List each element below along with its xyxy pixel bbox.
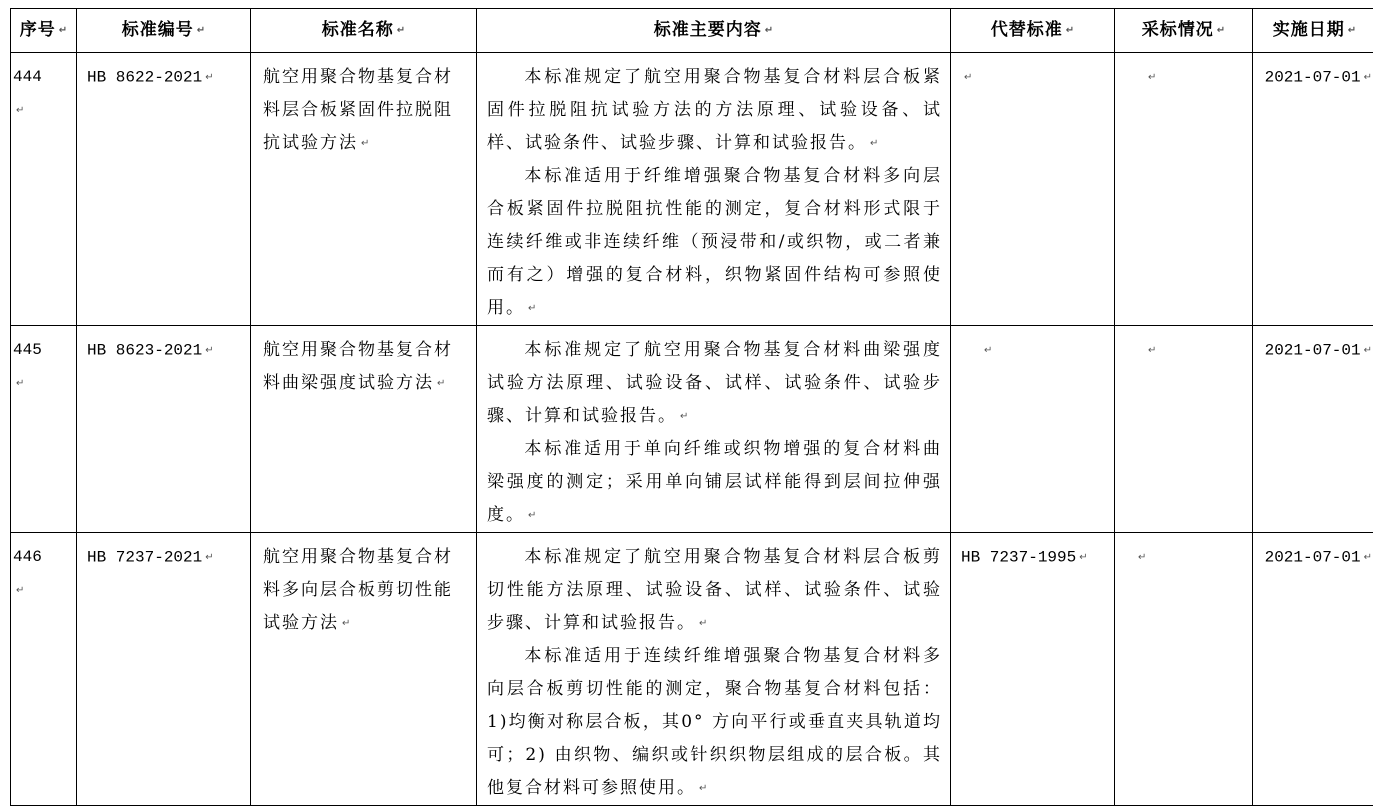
cell-no[interactable]: 444 ↵ — [11, 53, 77, 326]
cell-code[interactable]: HB 7237-2021 ↵ — [77, 533, 251, 806]
cell-no[interactable]: 445 ↵ — [11, 326, 77, 533]
cell-name[interactable]: 航空用聚合物基复合材料多向层合板剪切性能试验方法 ↵ — [251, 533, 477, 806]
content-paragraph: 本标准规定了航空用聚合物基复合材料层合板剪切性能方法原理、试验设备、试样、试验条件、试验步骤、计算和试验报告。 ↵ — [487, 541, 942, 640]
cell-date[interactable]: 2021-07-01 ↵ — [1253, 53, 1373, 326]
table-row — [11, 326, 1373, 533]
cell-adopt[interactable] — [1115, 53, 1253, 326]
paragraph-mark-icon: ↵ — [397, 25, 405, 36]
paragraph-mark-icon: ↵ — [197, 25, 205, 36]
header-no: 序号 ↵ — [11, 9, 77, 53]
paragraph-mark-icon: ↵ — [59, 25, 67, 36]
paragraph-mark-icon: ↵ — [16, 585, 24, 596]
header-replace: 代替标准 ↵ — [951, 9, 1115, 53]
cell-name[interactable]: 航空用聚合物基复合材料曲梁强度试验方法 ↵ — [251, 326, 477, 533]
standards-table-container — [10, 8, 1373, 806]
paragraph-mark-icon: ↵ — [361, 138, 369, 149]
cell-code[interactable]: HB 8623-2021 ↵ — [77, 326, 251, 533]
paragraph-mark-icon: ↵ — [870, 138, 878, 149]
header-date: 实施日期 ↵ — [1253, 9, 1373, 53]
paragraph-mark-icon: ↵ — [1364, 72, 1372, 83]
paragraph-mark-icon: ↵ — [964, 72, 972, 83]
paragraph-mark-icon: ↵ — [1364, 345, 1372, 356]
table-row — [11, 53, 1373, 326]
paragraph-mark-icon: ↵ — [765, 25, 773, 36]
paragraph-mark-icon: ↵ — [1138, 552, 1146, 563]
header-name: 标准名称 ↵ — [251, 9, 477, 53]
cell-content[interactable] — [477, 326, 951, 533]
content-paragraph: 本标准规定了航空用聚合物基复合材料曲梁强度试验方法原理、试验设备、试样、试验条件、试验步骤、计算和试验报告。 ↵ — [487, 334, 942, 433]
cell-no[interactable]: 446 ↵ — [11, 533, 77, 806]
cell-date[interactable]: 2021-07-01 ↵ — [1253, 533, 1373, 806]
paragraph-mark-icon: ↵ — [1079, 552, 1087, 563]
paragraph-mark-icon: ↵ — [984, 345, 992, 356]
cell-replace[interactable] — [951, 326, 1115, 533]
header-adopt: 采标情况 ↵ — [1115, 9, 1253, 53]
cell-adopt[interactable] — [1115, 326, 1253, 533]
paragraph-mark-icon: ↵ — [528, 510, 536, 521]
paragraph-mark-icon: ↵ — [205, 552, 213, 563]
cell-replace[interactable]: HB 7237-1995 ↵ — [951, 533, 1115, 806]
table-row — [11, 533, 1373, 806]
content-paragraph: 本标准适用于连续纤维增强聚合物基复合材料多向层合板剪切性能的测定，聚合物基复合材料包括：1)均衡对称层合板，其0° 方向平行或垂直夹具轨道均可；2) 由织物、编织或针织织物层组成的层合板。其他复合材料可参照使用。 ↵ — [487, 640, 942, 805]
paragraph-mark-icon: ↵ — [1148, 345, 1156, 356]
content-paragraph: 本标准适用于纤维增强聚合物基复合材料多向层合板紧固件拉脱阻抗性能的测定，复合材料形式限于连续纤维或非连续纤维（预浸带和/或织物，或二者兼而有之）增强的复合材料，织物紧固件结构可参照使用。 ↵ — [487, 160, 942, 325]
content-paragraph: 本标准适用于单向纤维或织物增强的复合材料曲梁强度的测定；采用单向铺层试样能得到层间拉伸强度。 ↵ — [487, 433, 942, 532]
cell-code[interactable]: HB 8622-2021 ↵ — [77, 53, 251, 326]
paragraph-mark-icon: ↵ — [437, 378, 445, 389]
cell-content[interactable] — [477, 53, 951, 326]
paragraph-mark-icon: ↵ — [528, 303, 536, 314]
paragraph-mark-icon: ↵ — [1148, 72, 1156, 83]
content-paragraph: 本标准规定了航空用聚合物基复合材料层合板紧固件拉脱阻抗试验方法的方法原理、试验设备、试样、试验条件、试验步骤、计算和试验报告。 ↵ — [487, 61, 942, 160]
cell-name[interactable]: 航空用聚合物基复合材料层合板紧固件拉脱阻抗试验方法 ↵ — [251, 53, 477, 326]
paragraph-mark-icon: ↵ — [16, 105, 24, 116]
paragraph-mark-icon: ↵ — [342, 618, 350, 629]
standards-table — [10, 8, 1373, 806]
paragraph-mark-icon: ↵ — [1217, 25, 1225, 36]
paragraph-mark-icon: ↵ — [205, 72, 213, 83]
paragraph-mark-icon: ↵ — [699, 618, 707, 629]
paragraph-mark-icon: ↵ — [1348, 25, 1356, 36]
paragraph-mark-icon: ↵ — [699, 783, 707, 794]
paragraph-mark-icon: ↵ — [1364, 552, 1372, 563]
cell-date[interactable]: 2021-07-01 ↵ — [1253, 326, 1373, 533]
cell-replace[interactable] — [951, 53, 1115, 326]
header-code: 标准编号 ↵ — [77, 9, 251, 53]
header-content: 标准主要内容 ↵ — [477, 9, 951, 53]
cell-content[interactable] — [477, 533, 951, 806]
table-header-row — [11, 9, 1373, 53]
paragraph-mark-icon: ↵ — [680, 411, 688, 422]
paragraph-mark-icon: ↵ — [1066, 25, 1074, 36]
paragraph-mark-icon: ↵ — [205, 345, 213, 356]
paragraph-mark-icon: ↵ — [16, 378, 24, 389]
cell-adopt[interactable] — [1115, 533, 1253, 806]
